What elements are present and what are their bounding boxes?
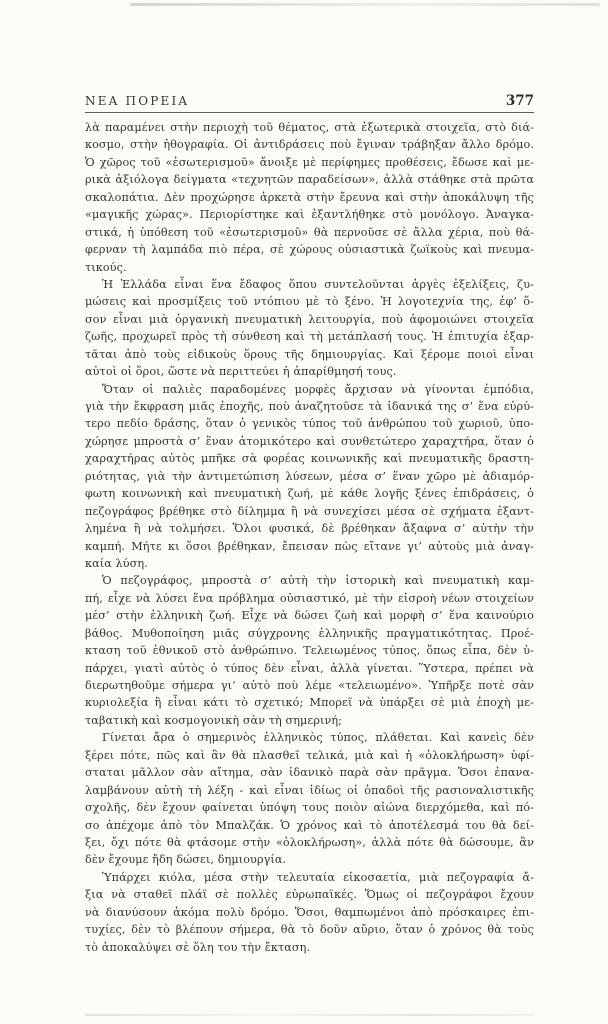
text-line: αὐτοὶ οἱ ὅροι, ὥστε νὰ περιττεύει ἡ ἀπαρίθμησή τους.: [85, 365, 397, 379]
text-line: Ἡ Ἑλλάδα εἶναι ἕνα ἔδαφος ὅπου συντελοῦνται ἀργὲς ἐξελίξεις, ζυ-: [102, 277, 534, 291]
journal-title: ΝΕΑ ΠΟΡΕΙΑ: [85, 94, 190, 108]
text-line: σταται μᾶλλον σὰν αἴτημα, σὰν ἰδανικὸ παρὰ σὰν πρᾶγμα. Ὅσοι ἐπανα-: [85, 766, 534, 780]
text-line: καία λύση.: [85, 556, 148, 570]
text-line: ταβατικὴ καὶ κοσμογονικὴ σὰν τὴ σημερινή;: [85, 713, 343, 727]
text-block: [85, 119, 534, 956]
text-line: σον εἶναι μιὰ ὀργανικὴ πνευματικὴ λειτουργία, ποὺ ἀφομοιώνει στοιχεῖα: [85, 312, 534, 326]
text-line: κοσμο, στὴν ἠθογραφία. Οἱ ἀντιδράσεις ποὺ ἔγιναν τράβηξαν ἄλλο δρόμο.: [85, 138, 534, 152]
scan-artifact-top: [130, 3, 600, 6]
text-line: χώρησε μπροστὰ σ’ ἕναν ἀτομικότερο καὶ συνθετώτερο χαραχτήρα, ὅταν ὁ: [85, 434, 534, 448]
text-line: γιὰ τὴν ἔκφραση μιᾶς ἐποχῆς, ποὺ ἀναζητοῦσε τὰ ἰδανικά της σ’ ἕνα εὐρύ-: [85, 400, 534, 413]
text-line: Ὅταν οἱ παλιὲς παραδομένες μορφὲς ἄρχισαν νὰ γίνονται ἐμπόδια,: [102, 382, 534, 396]
paragraph: [85, 381, 534, 573]
text-line: ξει, ὄχι πότε θὰ φτάσομε στὴν «ὁλοκλήρωση», ἀλλὰ πότε θὰ δώσουμε, ἂν: [85, 835, 534, 849]
text-line: τικούς.: [85, 260, 127, 274]
text-line: Ὑπάρχει κιόλα, μέσα στὴν τελευταία εἰκοσαετία, μιὰ πεζογραφία ἄ-: [102, 870, 534, 884]
text-line: κυριολεξία ἢ εἶναι κάτι τὸ σχετικό; Μπορεῖ νὰ ὑπάρξει σὲ μιὰ ἐποχὴ με-: [85, 696, 534, 710]
page-header: [85, 93, 534, 109]
text-line: Γίνεται ἄρα ὁ σημερινὸς ἑλληνικὸς τύπος, πλάθεται. Καὶ κανεὶς δὲν: [102, 731, 534, 745]
paragraph: [85, 119, 534, 276]
text-line: τυχίες, δὲν τὸ βλέπουν σήμερα, θὰ τὸ δοῦν αὔριο, ὅταν ὁ χρόνος θὰ τοὺς: [85, 923, 534, 937]
text-line: τερο πεδίο δράσης, ὅταν ὁ γενικὸς τύπος τοῦ ἀνθρώπου τοῦ χωριοῦ, ὑπο-: [85, 417, 534, 431]
text-line: βάθος. Μυθοποίηση μιᾶς σύγχρονης ἑλληνικῆς πραγματικότητας. Προέ-: [85, 626, 534, 640]
scan-artifact-bottom: [85, 1014, 535, 1016]
text-line: φερναν τὴ λαμπάδα πιὸ πέρα, σὲ χώρους οὐσιαστικὰ ζωϊκοὺς καὶ πνευμα-: [85, 243, 534, 257]
text-line: χαραχτήρας αὐτὸς μπῆκε σὰ φορέας κοινωνικῆς καὶ πνευματικῆς δραστη-: [85, 452, 534, 466]
page-number: 377: [505, 93, 534, 109]
text-line: στικά, ἡ ὑπόθεση τοῦ «ἐσωτερισμοῦ» θὰ περνοῦσε σὲ ἄλλα χέρια, ποὺ θά-: [85, 225, 534, 239]
text-line: σκαλοπάτια. Δὲν προχώρησε ἀρκετὰ στὴν ἔρευνα καὶ στὴν ἀποκάλυψη τῆς: [85, 190, 534, 204]
text-line: νὰ διανύσουν ἀκόμα πολὺ δρόμο. Ὅσοι, θαμπωμένοι ἀπὸ πρόσκαιρες ἐπι-: [85, 905, 534, 919]
text-line: ζωῆς, προχωρεῖ πρὸς τὴ σύνθεση καὶ τὴ μετάπλασή τους. Ἡ ἐπιτυχία ἐξαρ-: [85, 330, 534, 344]
paragraph: [85, 572, 534, 729]
text-line: ξια νὰ σταθεῖ πλάϊ σὲ πολλὲς εὐρωπαϊκές. Ὅμως οἱ πεζογράφοι ἔχουν: [85, 888, 534, 902]
text-line: καμπή. Μήτε κι ὅσοι βρέθηκαν, ἔπεισαν πὼς εἴτανε γι’ αὐτοὺς μιὰ ἀναγ-: [85, 539, 534, 553]
text-line: Ὁ πεζογράφος, μπροστὰ σ’ αὐτὴ τὴν ἱστορικὴ καὶ πνευματικὴ καμ-: [102, 574, 534, 588]
text-line: πεζογράφος βρέθηκε στὸ δίλημμα ἢ νὰ συνεχίσει μέσα σὲ σχήματα ἐξαντ-: [85, 504, 534, 518]
text-line: τᾶται ἀπὸ τοὺς εἰδικοὺς ὅρους τῆς δημιουργίας. Καὶ ξέρομε ποιοὶ εἶναι: [85, 347, 534, 361]
text-line: διερωτηθοῦμε σήμερα γι’ αὐτὸ ποὺ λέμε «τελειωμένο». Ὑπῆρξε ποτὲ σὰν: [85, 679, 534, 692]
text-line: δὲν ἔχουμε ἤδη δώσει, δημιουργία.: [85, 853, 287, 867]
text-line: σο ἀπέχομε ἀπὸ τὸν Μπαλζάκ. Ὁ χρόνος καὶ τὸ ἀποτέλεσμά του θὰ δεί-: [85, 818, 534, 832]
text-line: λημένα ἢ νὰ τολμήσει. Ὅλοι φυσικά, δὲ βρέθηκαν ἄξαφνα σ’ αὐτὴν τὴν: [85, 522, 534, 536]
text-line: σχολῆς, δὲν ἔχουν φαίνεται ὑπόψη τους ποιὸν αἰώνα διερχόμεθα, καὶ πό-: [85, 801, 534, 815]
text-line: λὰ παραμένει στὴν περιοχὴ τοῦ θέματος, στὰ ἐξωτερικὰ στοιχεῖα, στὸ διά-: [85, 121, 534, 134]
text-line: μέσ’ στὴν ἑλληνικὴ ζωή. Εἶχε νὰ δώσει ζωὴ καὶ μορφὴ σ’ ἕνα καινούριο: [85, 609, 534, 623]
paragraph: [85, 729, 534, 869]
text-line: τὸ ἀποκαλύψει σὲ ὅλη του τὴν ἔκταση.: [85, 940, 311, 954]
text-line: Ὁ χῶρος τοῦ «ἐσωτερισμοῦ» ἄνοιξε μὲ περίφημες προθέσεις, ἔδωσε καὶ με-: [85, 155, 534, 169]
paragraph: [85, 869, 534, 956]
text-line: μώσεις καὶ προσμίξεις τοῦ ντόπιου μὲ τὸ ξένο. Ἡ λογοτεχνία της, ἐφ’ ὅ-: [85, 295, 534, 309]
text-line: λαμβάνουν αὐτὴ τὴ λέξη - καὶ εἶναι ἰδίως οἱ ὀπαδοὶ τῆς ρασιοναλιστικῆς: [85, 783, 534, 797]
text-line: πή, εἶχε νὰ λύσει ἕνα πρόβλημα οὐσιαστικό, μὲ τὴν εἰσροὴ νέων στοιχείων: [85, 591, 534, 605]
text-line: κταση τοῦ ἐθνικοῦ στὸ ἀνθρώπινο. Τελειωμένος τύπος, ὅπως εἶπα, δὲν ὑ-: [85, 644, 534, 658]
text-line: πάρχει, γιατὶ αὐτὸς ὁ τύπος δὲν εἶναι, ἀλλὰ γίνεται. Ὕστερα, πρέπει νὰ: [85, 661, 534, 675]
header-rule: [85, 112, 534, 113]
text-line: ξέρει πότε, πῶς καὶ ἂν θὰ πλασθεῖ τελικά, μιὰ καὶ ἡ «ὁλοκλήρωση» ὑφί-: [85, 748, 534, 762]
text-line: ρικὰ ἀξιόλογα δείγματα «τεχνητῶν παραδείσων», ἀλλὰ στάθηκε στὰ πρῶτα: [85, 173, 534, 187]
text-line: ριότητας, γιὰ τὴν ἀντιμετώπιση λύσεων, μέσα σ’ ἕναν χῶρο μὲ ἀδιαμόρ-: [85, 469, 534, 483]
text-line: φωτη κοινωνικὴ καὶ πνευματικὴ ζωή, μὲ κάθε λογῆς ξένες ἐπιδράσεις, ὁ: [85, 487, 534, 501]
text-line: «μαγικῆς χώρας». Περιορίστηκε καὶ ἐξαντλήθηκε στὸ μονόλογο. Ἀναγκα-: [85, 208, 534, 222]
paragraph: [85, 276, 534, 381]
